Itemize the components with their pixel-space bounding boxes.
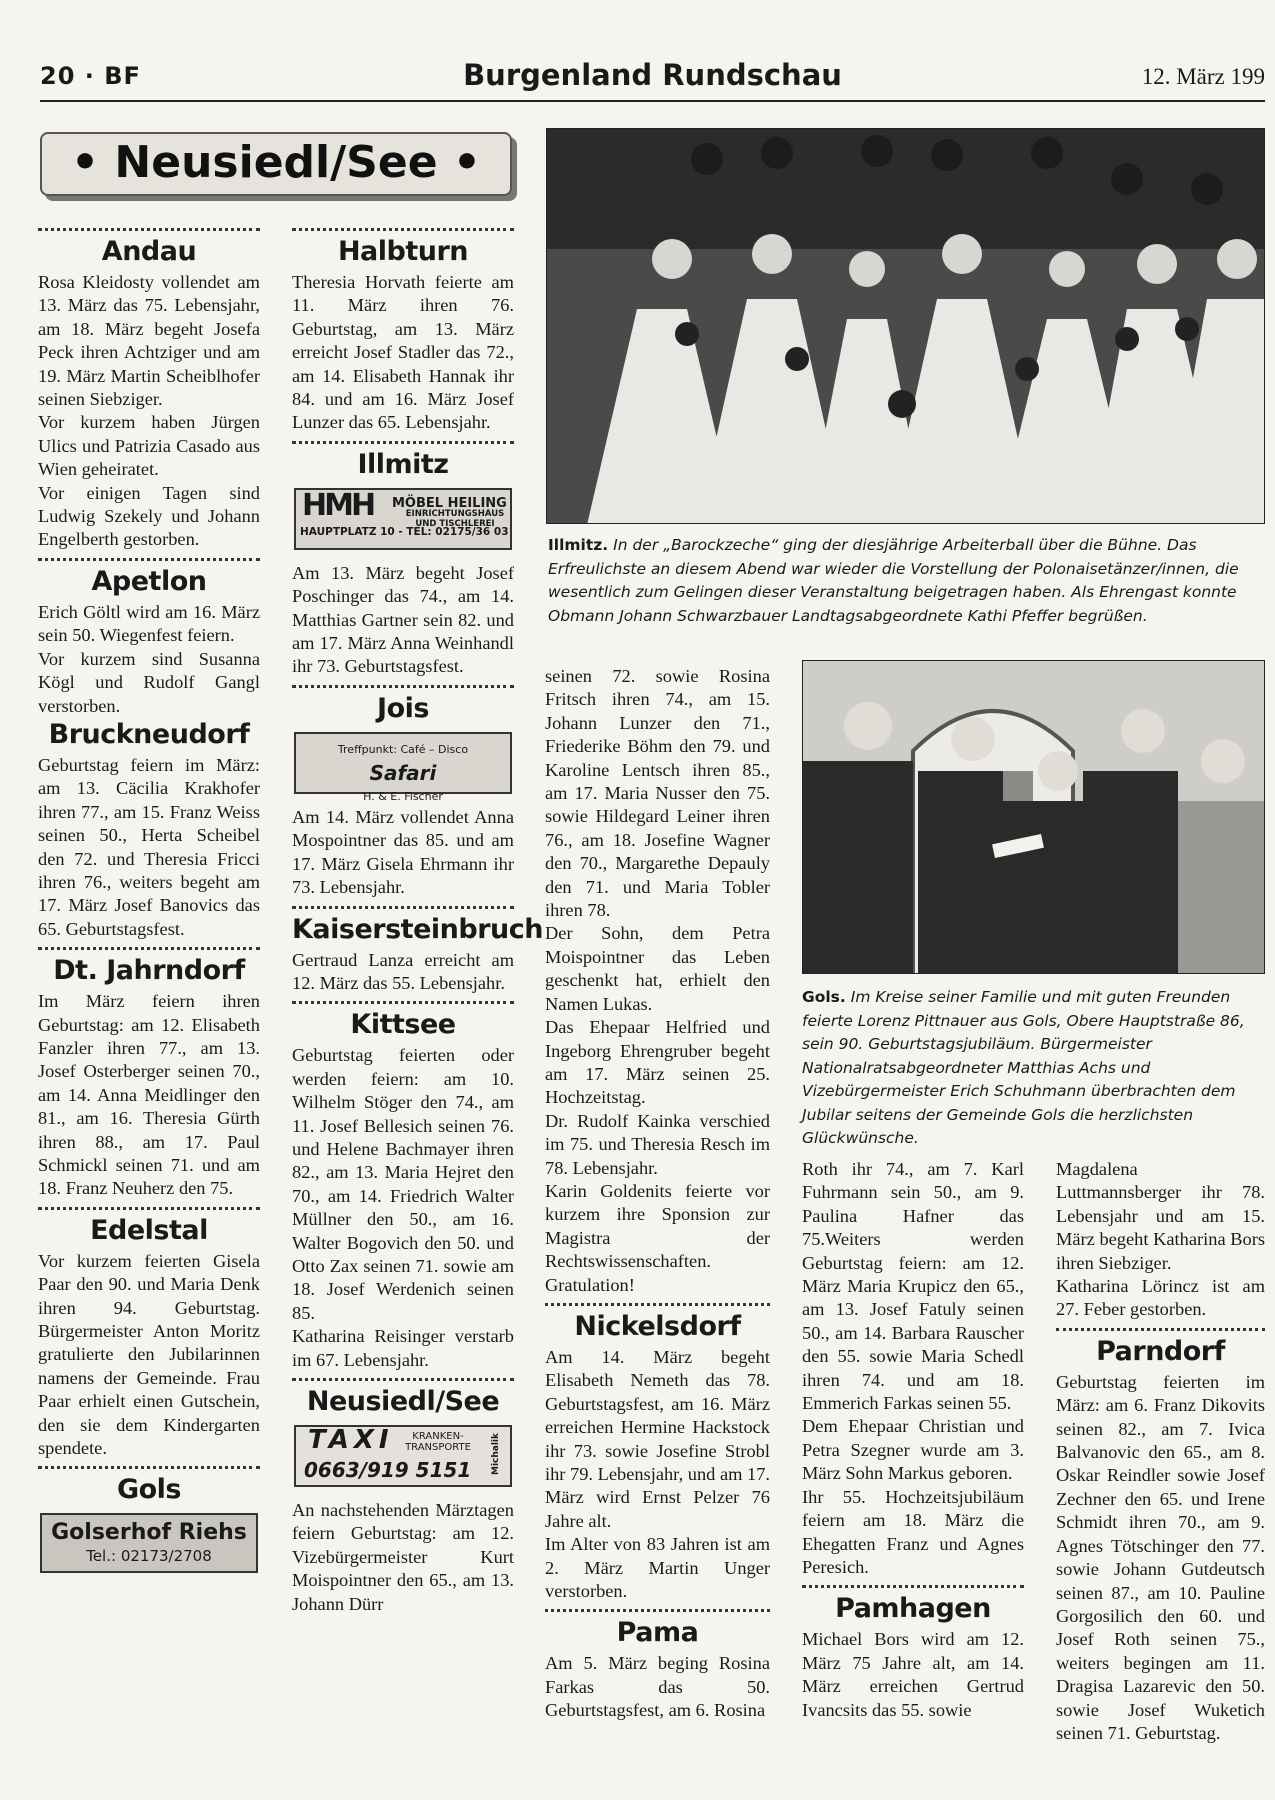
advert-tagline: Treffpunkt: Café – Disco [337,742,469,756]
article-text: Rosa Kleidosty vollendet am 13. März das 75. Lebensjahr, am 18. März begeht Josefa Peck ihren Achtziger und am 19. März Martin Scheiblhofer seinen Siebziger. [38,272,260,410]
town-heading: Pama [616,1617,699,1649]
article-text: Karin Goldenits feierte vor kurzem ihre Sponsion zur Magistra der Rechtswissenschaften. Gratulation! [545,1180,770,1295]
town-heading: Apetlon [91,565,207,597]
town-heading: Kittsee [350,1009,456,1041]
article-text: Im Alter von 83 Jahren ist am 2. März Martin Unger verstorben. [545,1534,770,1602]
article-text: Roth ihr 74., am 7. Karl Fuhrmann sein 50., am 9. Paulina Hafner das 75.Weiters werden Geburtstag feiern: am 12. März Maria Krupicz den 65., am 13. Josef Fatuly seinen 50., am 14. Barbara Rauscher den 55. sowie Maria Schedl ihren 74. und am 18. Emmerich Farkas seinen 55. [802,1159,1024,1414]
column-5 [1056,1158,1265,1745]
article-text: Dr. Rudolf Kainka verschied im 75. und Theresia Resch im 78. Lebensjahr. [545,1110,770,1178]
article-text: Ihr 55. Hochzeitsjubiläum feiern am 18. März die Ehegatten Franz und Agnes Peresich. [802,1486,1024,1577]
advert-owner: Michalik [490,1433,501,1476]
photo-illustration [803,661,1265,974]
district-rubric: • Neusiedl/See • [40,132,512,196]
article-text: Geburtstag feierten oder werden feiern: am 10. Wilhelm Stöger den 74., am 11. Josef Bellesich seinen 76. und Helene Bachmayer ihren 82., am 13. Maria Hejret den 70., am 14. Friedrich Walter Müllner den 50., am 16. Walter Bogovich den 50. und Otto Zax seinen 71. sowie am 18. Josef Werdenich seinen 85. [292,1045,514,1323]
divider [1056,1328,1265,1331]
divider [38,558,260,561]
divider [545,1303,770,1306]
article-text: Am 14. März vollendet Anna Mospointner das 85. und am 17. März Gisela Ehrmann ihr 73. Lebensjahr. [292,806,514,898]
safari-advert [294,732,512,804]
town-heading: Andau [101,236,197,267]
caption-place: Gols. [802,988,846,1006]
article-text: Katharina Lörincz ist am 27. Feber gestorben. [1056,1276,1265,1320]
caption-place: Illmitz. [548,536,609,554]
article-text: Michael Bors wird am 12. März 75 Jahre alt, am 14. März erreichen Gertrud Ivancsits das 55. sowie [802,1629,1024,1720]
article-text: Geburtstag feierten im März: am 6. Franz Dikovits seinen 82., am 7. Ivica Balvanovic den 65., am 8. Oskar Reindler sowie Josef Zechner den 65. und Irene Schmidt ihren 70., am 9. Agnes Tötschinger den 77. sowie Johann Gutdeutsch seinen 87., am 10. Pauline Gorgosilich den 60. und Josef Roth seinen 75., weiters begingen am 11. Dragisa Lazarevic den 50. sowie Josef Wuketich seinen 71. Geburtstag. [1056,1371,1265,1743]
article-text: Katharina Reisinger verstarb im 67. Lebensjahr. [292,1326,514,1370]
issue-date: 12. März 199 [1141,64,1265,89]
town-heading: Jois [377,692,429,724]
article-text: Vor kurzem feierten Gisela Paar den 90. und Maria Denk ihren 94. Geburtstag. Bürgermeister Anton Moritz gratulierte den Jubilarinnen namens der Gemeinde. Frau Paar erhielt einen Gutschein, den sie dem Kindergarten spendete. [38,1250,260,1459]
advert-logo: HMH [302,487,374,523]
divider [38,947,260,950]
town-heading: Parndorf [1096,1335,1225,1367]
article-text: Der Sohn, dem Petra Moispointner das Leben geschenkt hat, erhielt den Namen Lukas. [545,923,770,1014]
masthead [40,56,1265,102]
article-text: Am 5. März beging Rosina Farkas das 50. Geburtstagsfest, am 6. Rosina [545,1653,770,1721]
advert-subtitle: EINRICHTUNGSHAUS UND TISCHLEREI [405,508,505,529]
advert-phone: 0663/919 5151 [304,1458,472,1482]
column-4 [802,1158,1024,1722]
gols-photo-caption [802,986,1265,1151]
advert-name: Safari [369,761,437,786]
article-text: seinen 72. sowie Rosina Fritsch ihren 74., am 15. Johann Lunzer den 71., Friederike Böhm den 79. und Karoline Lentsch ihren 85., am 17. Maria Nusser den 75. sowie Hildegard Leiner ihren 76., am 18. Josefine Wagner den 70., Margarethe Depauly den 71. und Maria Tobler ihren 78. [545,666,770,921]
page-number: 20 · BF [40,62,141,90]
divider [292,1001,514,1004]
column-2 [292,222,543,1616]
divider [38,228,260,231]
article-text: Das Ehepaar Helfried und Ingeborg Ehrengruber begeht am 17. März seinen 25. Hochzeitstag. [545,1017,770,1108]
town-heading: Pamhagen [835,1593,991,1625]
article-text: Erich Göltl wird am 16. März sein 50. Wiegenfest feiern. [38,601,260,646]
article-text: Vor kurzem sind Susanna Kögl und Rudolf Gangl verstorben. [38,648,260,716]
town-heading: Illmitz [357,448,449,480]
photo-illustration [547,129,1265,524]
advert-owner: H. & E. Fischer [363,790,443,804]
advert-name: MÖBEL HEILING [392,495,507,511]
divider [38,1207,260,1210]
column-3 [545,665,770,1723]
town-heading: Gols [116,1474,182,1506]
advert-subtitle: KRANKEN-TRANSPORTE [405,1431,471,1453]
column-1 [38,222,260,1585]
town-heading: Edelstal [90,1214,208,1246]
newspaper-title: Burgenland Rundschau [463,58,842,92]
caption-text: In der „Barockzeche“ ging der diesjährige Arbeiterball über die Bühne. Das Erfreulichste an diesem Abend war wieder die Vorstellung der Polonaisetänzer/innen, die wesentlich zum Gelingen dieser Veranstaltung beigetragen haben. Als Ehrengast konnte Obmann Johann Schwarzbauer Landtagsabgeordnete Kathi Pfeffer begrüßen. [548,536,1239,625]
divider [802,1585,1024,1588]
advert-phone: Tel.: 02173/2708 [86,1546,212,1565]
advert-address: HAUPTPLATZ 10 - TEL: 02175/36 03 [300,526,509,539]
article-text: An nachstehenden Märztagen feiern Geburtstag: am 12. Vizebürgermeister Kurt Moispointner den 65., am 13. Johann Dürr [292,1500,514,1614]
divider [292,1378,514,1381]
illmitz-photo-caption [548,534,1265,628]
article-text: Im März feiern ihren Geburtstag: am 12. Elisabeth Fanzler ihren 77., am 13. Josef Osterberger seinen 70., am 14. Anna Meidlinger den 81., am 16. Theresia Gürth ihren 88., am 17. Paul Schmickl seinen 71. und am 18. Franz Neuherz den 75. [38,991,260,1199]
divider [292,685,514,688]
advert-name: Golserhof Riehs [51,1520,247,1546]
town-heading: Kaisersteinbruch [292,913,543,945]
taxi-advert [294,1425,512,1487]
divider [292,441,514,444]
article-text: Vor kurzem haben Jürgen Ulics und Patrizia Casado aus Wien geheiratet. [38,412,260,480]
article-text: Gertraud Lanza erreicht am 12. März das 55. Lebensjahr. [292,949,514,993]
article-text: Dem Ehepaar Christian und Petra Szegner wurde am 3. März Sohn Markus geboren. [802,1416,1024,1484]
town-heading: Neusiedl/See [306,1386,500,1417]
article-text: Am 14. März begeht Elisabeth Nemeth das 78. Geburtstagsfest, am 16. März erreichen Hermine Hackstock ihr 73. sowie Josefine Strobl ihr 79. Lebensjahr, und am 17. März wird Ernst Pelzer 76 Jahre alt. [545,1346,771,1531]
golserhof-advert [40,1513,258,1573]
gols-birthday-photo [802,660,1265,974]
town-heading: Dt. Jahrndorf [53,955,245,987]
town-heading: Bruckneudorf [48,718,250,750]
divider [545,1609,770,1612]
moebel-heiling-advert [294,488,512,550]
caption-text: Im Kreise seiner Familie und mit guten Freunden feierte Lorenz Pittnauer aus Gols, Obere Hauptstraße 86, sein 90. Geburtstagsjubiläum. Bürgermeister Nationalratsabgeordneter Matthias Achs und Vizebürgermeister Erich Schuhmann überbrachten dem Jubilar seitens der Gemeinde Gols die herzlichsten Glückwünsche. [802,988,1245,1147]
town-heading: Halbturn [337,236,469,267]
article-text: Am 13. März begeht Josef Poschinger das 74., am 14. Matthias Gartner sein 82. und am 17. März Anna Weinhandl ihr 73. Geburtstagsfest. [292,562,514,677]
article-text: Vor einigen Tagen sind Ludwig Szekely und Johann Engelberth gestorben. [38,482,260,550]
article-text: Geburtstag feiern im März: am 13. Cäcilia Krakhofer ihren 77., am 15. Franz Weiss seinen 50., Herta Scheibel den 72. und Theresia Fricci ihren 76., weiters begeht am 17. März Josef Banovics das 65. Geburtstagsfest. [38,754,260,939]
town-heading: Nickelsdorf [574,1310,741,1342]
advert-name: TAXI [308,1425,394,1455]
divider [38,1466,260,1469]
divider [292,228,514,231]
illmitz-ball-photo [546,128,1265,524]
article-text: Theresia Horvath feierte am 11. März ihren 76. Geburtstag, am 13. März erreicht Josef Stadler das 72., am 14. Elisabeth Hannak ihr 84. und am 16. März Josef Lunzer das 65. Lebensjahr. [292,272,514,433]
divider [292,906,514,909]
article-text: Magdalena Luttmannsberger ihr 78. Lebensjahr und am 15. März begeht Katharina Bors ihren Siebziger. [1056,1159,1265,1273]
